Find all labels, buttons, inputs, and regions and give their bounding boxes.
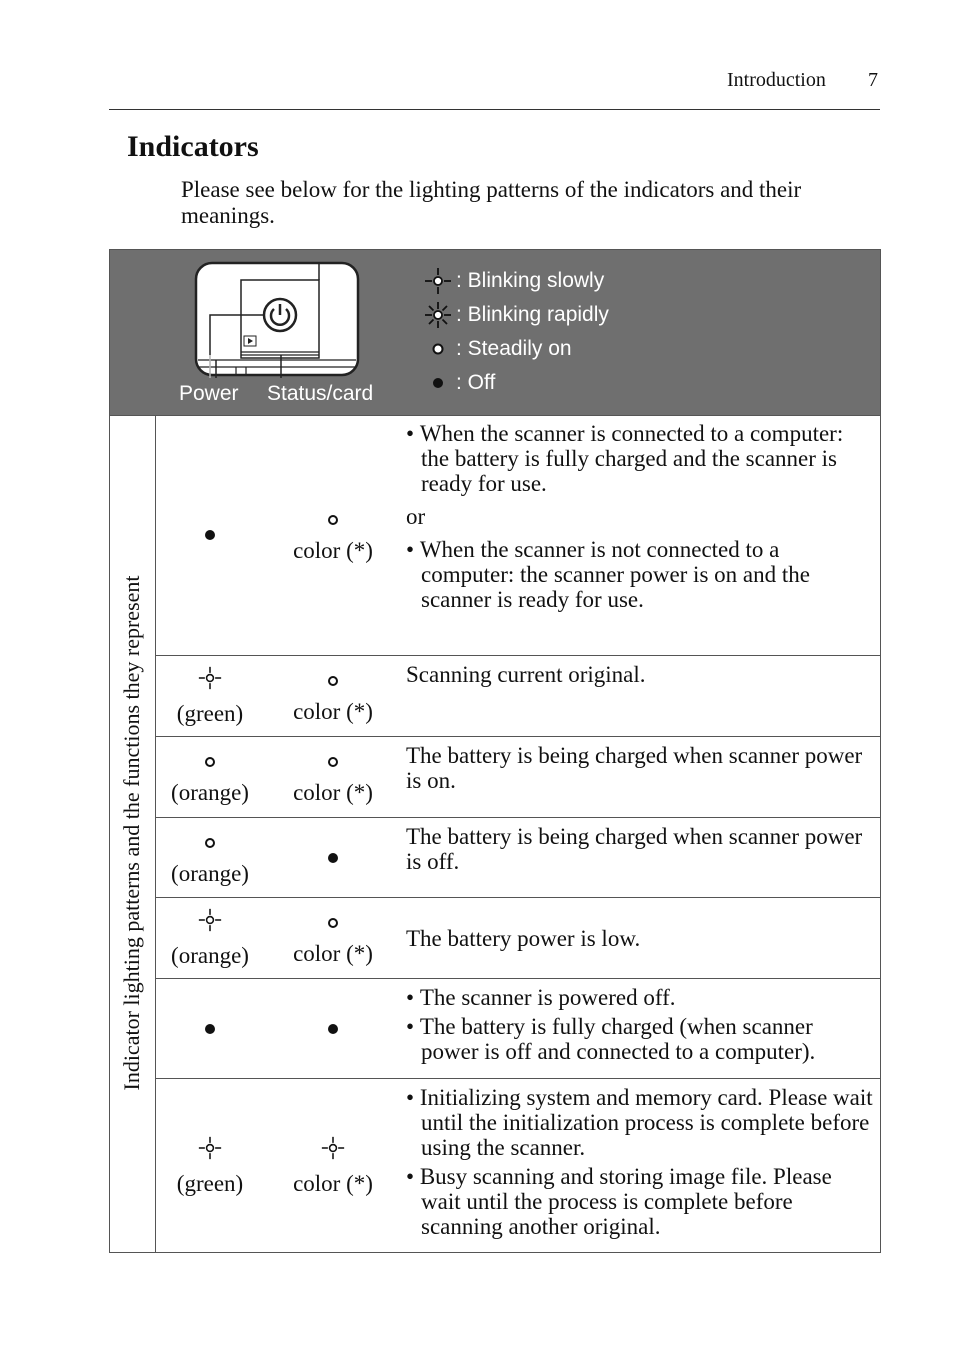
status-indicator-cell (271, 656, 395, 736)
blinking-slowly-icon (198, 666, 222, 696)
power-indicator-cell (155, 656, 265, 736)
legend-label: : Blinking rapidly (456, 303, 609, 326)
meaning-bullet: • Busy scanning and storing image file. Please wait until the process is complete before scanning another original. (406, 1164, 832, 1239)
meaning-text: The battery is being charged when scanner power is on. (406, 743, 863, 793)
legend-item-blinking-slowly (424, 266, 604, 296)
table-row (155, 1079, 880, 1252)
legend-item-blinking-rapidly (424, 300, 609, 330)
steadily-on-icon (203, 830, 217, 856)
table-row (155, 818, 880, 898)
power-indicator-label: (orange) (171, 780, 249, 805)
power-indicator-label: (orange) (171, 860, 249, 886)
meaning-cell (406, 898, 876, 978)
status-indicator-cell (271, 415, 395, 655)
steadily-on-icon (424, 335, 452, 363)
steadily-on-icon (326, 749, 340, 775)
meaning-text: The battery power is low. (406, 925, 641, 951)
legend-band (110, 250, 880, 416)
power-indicator-cell (155, 818, 265, 897)
table-row (155, 415, 880, 656)
status-indicator-label: color (*) (293, 1170, 373, 1196)
off-icon (326, 845, 340, 871)
status-indicator-cell (271, 1079, 395, 1252)
status-card-indicator-label: Status/card (267, 382, 374, 405)
page-title: Indicators (127, 130, 259, 163)
status-indicator-cell (271, 737, 395, 817)
off-icon (424, 369, 452, 397)
blinking-rapidly-icon (424, 301, 452, 329)
status-indicator-label: color (*) (293, 699, 373, 724)
power-indicator-label: (green) (176, 1170, 244, 1196)
steadily-on-icon (203, 749, 217, 775)
power-indicator-label: (green) (176, 701, 244, 726)
off-icon (203, 522, 217, 548)
blinking-slowly-icon (424, 267, 452, 295)
power-indicator-label: Power (179, 382, 239, 405)
power-indicator-label: (orange) (171, 943, 249, 968)
table-row (155, 898, 880, 979)
table-row (155, 979, 880, 1079)
side-header-cell (110, 415, 156, 1252)
meaning-cell (406, 737, 876, 817)
legend-label: : Off (456, 371, 496, 394)
legend-item-off (424, 368, 495, 398)
status-indicator-cell (271, 818, 395, 897)
blinking-slowly-icon (198, 908, 222, 938)
meaning-cell (406, 979, 876, 1078)
status-indicator-label: color (*) (293, 538, 373, 563)
steadily-on-icon (326, 507, 340, 533)
meaning-cell (406, 415, 876, 655)
power-indicator-cell (155, 415, 265, 655)
meaning-bullet: • When the scanner is connected to a computer: the battery is fully charged and the scanner is ready for use. (406, 421, 844, 496)
table-row (155, 656, 880, 737)
steadily-on-icon (326, 910, 340, 936)
steadily-on-icon (326, 668, 340, 694)
meaning-bullet: • The scanner is powered off. (406, 985, 676, 1010)
off-icon (203, 1016, 217, 1042)
table-row (155, 737, 880, 818)
blinking-slowly-icon (198, 1136, 222, 1166)
power-indicator-cell (155, 737, 265, 817)
meaning-cell (406, 1079, 876, 1252)
header-section-title: Introduction (727, 69, 826, 91)
meaning-bullet: • Initializing system and memory card. Please wait until the initialization process is complete before using the scanner. (406, 1085, 873, 1160)
legend-item-steadily-on (424, 334, 572, 364)
intro-paragraph: Please see below for the lighting patterns of the indicators and their meanings. (181, 177, 802, 228)
meaning-or: or (406, 504, 426, 529)
meaning-cell (406, 656, 876, 736)
meaning-bullet: • When the scanner is not connected to a computer: the scanner power is on and the scanner is ready for use. (406, 537, 810, 612)
indicator-table (109, 249, 881, 1253)
meaning-cell (406, 818, 876, 897)
status-indicator-label: color (*) (293, 941, 373, 966)
power-indicator-cell (155, 898, 265, 978)
power-indicator-cell (155, 979, 265, 1078)
legend-label: : Steadily on (456, 337, 572, 360)
side-header-label: Indicator lighting patterns and the functions they represent (119, 575, 144, 1091)
meaning-text: The battery is being charged when scanner power is off. (406, 824, 863, 874)
legend-label: : Blinking slowly (456, 269, 605, 292)
off-icon (326, 1016, 340, 1042)
blinking-slowly-icon (321, 1136, 345, 1166)
meaning-text: Scanning current original. (406, 662, 646, 687)
status-indicator-label: color (*) (293, 780, 373, 805)
status-indicator-cell (271, 898, 395, 978)
power-button-icon (264, 299, 296, 331)
page-number: 7 (868, 69, 878, 91)
meaning-bullet: • The battery is fully charged (when scanner power is off and connected to a computer). (406, 1014, 816, 1064)
power-indicator-cell (155, 1079, 265, 1252)
status-indicator-cell (271, 979, 395, 1078)
header-rule (109, 109, 880, 110)
